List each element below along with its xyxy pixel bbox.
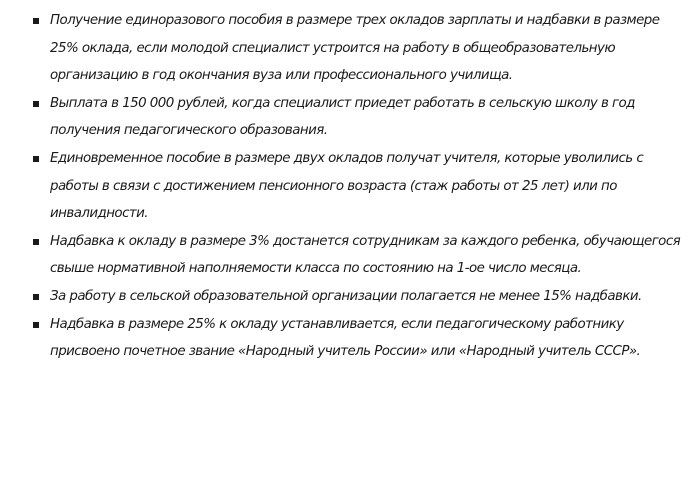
square-bullet-icon	[33, 156, 39, 162]
list-item	[50, 311, 686, 366]
list-item	[50, 145, 686, 228]
list-item	[50, 228, 686, 283]
square-bullet-icon	[33, 239, 39, 245]
list-item	[50, 7, 686, 90]
list-item-text: За работу в сельской образовательной организации полагается не менее 15% надбавки.	[50, 288, 642, 304]
list-item	[50, 90, 686, 145]
list-item-text: Единовременное пособие в размере двух окладов получат учителя, которые уволились с работы в связи с достижением пенсионного возраста (стаж работы от 25 лет) или по инвалидности.	[50, 150, 644, 222]
list-item-text: Получение единоразового пособия в размере трех окладов зарплаты и надбавки в размере 25% оклада, если молодой специалист устроится на работу в общеобразовательную организацию в год окончания вуза или профессионального училища.	[50, 13, 660, 84]
list-item-text: Надбавка в размере 25% к окладу устанавливается, если педагогическому работнику присвоено почетное звание «Народный учитель России» или «Народный учитель СССР».	[50, 316, 641, 360]
list-item-text: Надбавка к окладу в размере 3% достанется сотрудникам за каждого ребенка, обучающегося свыше нормативной наполняемости класса по состоянию на 1-ое число месяца.	[50, 233, 681, 277]
square-bullet-icon	[33, 322, 39, 328]
square-bullet-icon	[33, 294, 39, 300]
square-bullet-icon	[33, 18, 39, 24]
square-bullet-icon	[33, 101, 39, 107]
list-item	[50, 283, 686, 311]
list-item-text: Выплата в 150 000 рублей, когда специалист приедет работать в сельскую школу в год получения педагогического образования.	[50, 95, 635, 139]
